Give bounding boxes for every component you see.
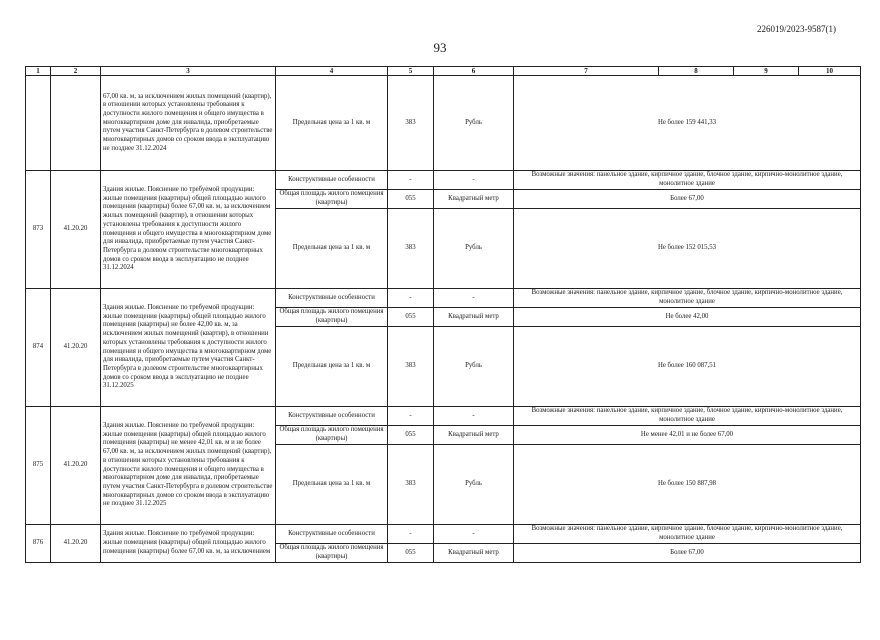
unit-name: -: [434, 525, 514, 544]
unit-code: 055: [388, 544, 434, 563]
table-row: [26, 76, 861, 171]
requirements-table: [25, 66, 861, 563]
characteristic-name: Общая площадь жилого помещения (квартиры): [276, 544, 388, 563]
item-number: 873: [26, 171, 51, 289]
unit-name: Квадратный метр: [434, 544, 514, 563]
unit-code: 383: [388, 209, 434, 289]
unit-code: 383: [388, 327, 434, 407]
characteristic-value: Не более 152 015,53: [514, 209, 861, 289]
characteristic-name: Предельная цена за 1 кв. м: [276, 327, 388, 407]
table-row: [26, 525, 861, 544]
item-description: Здания жилые. Пояснение по требуемой продукции: жилые помещения (квартиры) общей площадью жилого помещения (квартиры) не менее 42,01 кв. м и не более 67,00 кв. м, за исключением жилых помещений (квартир), в отношении которых установлены требования к доступности жилого помещения и общего имущества в многоквартирном доме для инвалида, приобретаемые путем участия Санкт-Петербурга в долевом строительстве многоквартирных домов со сроком ввода в эксплуатацию не позднее 31.12.2025: [101, 407, 276, 525]
column-header: 10: [799, 67, 861, 76]
item-number: 875: [26, 407, 51, 525]
unit-code: 055: [388, 426, 434, 445]
characteristic-value: Не более 160 087,51: [514, 327, 861, 407]
column-number-row: [26, 67, 861, 76]
unit-name: Рубль: [434, 445, 514, 525]
characteristic-name: Конструктивные особенности: [276, 525, 388, 544]
unit-code: 383: [388, 445, 434, 525]
characteristic-value: Не более 42,00: [514, 308, 861, 327]
unit-code: 055: [388, 190, 434, 209]
column-header: 3: [101, 67, 276, 76]
unit-code: 383: [388, 76, 434, 171]
characteristic-name: Предельная цена за 1 кв. м: [276, 209, 388, 289]
characteristic-value: Возможные значения: панельное здание, кирпичное здание, блочное здание, кирпично-монолитное здание, монолитное здание: [514, 289, 861, 308]
table-row: [26, 407, 861, 426]
characteristic-value: Возможные значения: панельное здание, кирпичное здание, блочное здание, кирпично-монолитное здание, монолитное здание: [514, 171, 861, 190]
characteristic-name: Предельная цена за 1 кв. м: [276, 445, 388, 525]
column-header: 9: [734, 67, 799, 76]
characteristic-value: Не менее 42,01 и не более 67,00: [514, 426, 861, 445]
unit-name: -: [434, 289, 514, 308]
column-header: 8: [659, 67, 734, 76]
okpd-code: 41.20.20: [51, 525, 101, 563]
okpd-code: 41.20.20: [51, 407, 101, 525]
column-header: 1: [26, 67, 51, 76]
characteristic-name: Общая площадь жилого помещения (квартиры): [276, 190, 388, 209]
characteristic-value: Не более 159 441,33: [514, 76, 861, 171]
item-number: [26, 76, 51, 171]
unit-name: Квадратный метр: [434, 426, 514, 445]
item-description: Здания жилые. Пояснение по требуемой продукции: жилые помещения (квартиры) общей площадью жилого помещения (квартиры) не более 42,00 кв. м, за исключением жилых помещений (квартир), в отношении которых установлены требования к доступности жилого помещения и общего имущества в многоквартирном доме для инвалида, приобретаемые путем участия Санкт-Петербурга в долевом строительстве многоквартирных домов со сроком ввода в эксплуатацию не позднее 31.12.2025: [101, 289, 276, 407]
unit-name: -: [434, 171, 514, 190]
table-row: [26, 171, 861, 190]
column-header: 5: [388, 67, 434, 76]
table-row: [26, 289, 861, 308]
okpd-code: 41.20.20: [51, 289, 101, 407]
unit-code: 055: [388, 308, 434, 327]
characteristic-value: Возможные значения: панельное здание, кирпичное здание, блочное здание, кирпично-монолитное здание, монолитное здание: [514, 407, 861, 426]
characteristic-name: Конструктивные особенности: [276, 407, 388, 426]
unit-name: Квадратный метр: [434, 308, 514, 327]
okpd-code: [51, 76, 101, 171]
unit-code: -: [388, 289, 434, 308]
characteristic-name: Конструктивные особенности: [276, 289, 388, 308]
unit-code: -: [388, 525, 434, 544]
column-header: 7: [514, 67, 659, 76]
column-header: 6: [434, 67, 514, 76]
unit-code: -: [388, 171, 434, 190]
unit-name: Рубль: [434, 209, 514, 289]
unit-name: Рубль: [434, 76, 514, 171]
unit-name: Квадратный метр: [434, 190, 514, 209]
characteristic-name: Предельная цена за 1 кв. м: [276, 76, 388, 171]
characteristic-value: Более 67,00: [514, 190, 861, 209]
characteristic-name: Общая площадь жилого помещения (квартиры): [276, 426, 388, 445]
item-description: Здания жилые. Пояснение по требуемой продукции: жилые помещения (квартиры) общей площадью жилого помещения (квартиры) более 67,00 кв. м, за исключением: [101, 525, 276, 563]
document-number: 226019/2023-9587(1): [757, 24, 836, 34]
okpd-code: 41.20.20: [51, 171, 101, 289]
characteristic-name: Конструктивные особенности: [276, 171, 388, 190]
characteristic-name: Общая площадь жилого помещения (квартиры): [276, 308, 388, 327]
item-description: 67,00 кв. м, за исключением жилых помещений (квартир), в отношении которых установлены требования к доступности жилого помещения и общего имущества в многоквартирном доме для инвалида, приобретаемые путем участия Санкт-Петербурга в долевом строительстве многоквартирных домов со сроком ввода в эксплуатацию не позднее 31.12.2024: [101, 76, 276, 171]
characteristic-value: Не более 150 887,98: [514, 445, 861, 525]
page-number: 93: [433, 40, 447, 55]
unit-name: Рубль: [434, 327, 514, 407]
item-number: 876: [26, 525, 51, 563]
characteristic-value: Более 67,00: [514, 544, 861, 563]
column-header: 4: [276, 67, 388, 76]
unit-code: -: [388, 407, 434, 426]
item-number: 874: [26, 289, 51, 407]
column-header: 2: [51, 67, 101, 76]
unit-name: -: [434, 407, 514, 426]
characteristic-value: Возможные значения: панельное здание, кирпичное здание, блочное здание, кирпично-монолитное здание, монолитное здание: [514, 525, 861, 544]
item-description: Здания жилые. Пояснение по требуемой продукции: жилые помещения (квартиры) общей площадью жилого помещения (квартиры) более 67,00 кв. м, за исключением жилых помещений (квартир), в отношении которых установлены требования к доступности жилого помещения и общего имущества в многоквартирном доме для инвалида, приобретаемые путем участия Санкт-Петербурга в долевом строительстве многоквартирных домов со сроком ввода в эксплуатацию не позднее 31.12.2024: [101, 171, 276, 289]
